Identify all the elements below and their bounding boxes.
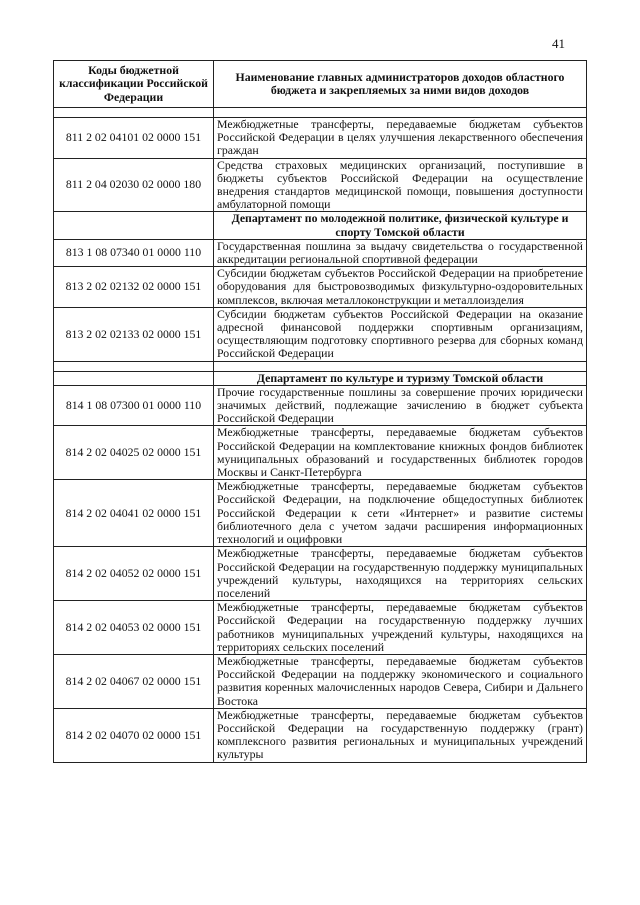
table-row [54,480,587,547]
header-code: Коды бюджетной классификации Российской Федерации [54,61,214,108]
row-name: Межбюджетные трансферты, передаваемые бюджетам субъектов Российской Федерации на государственную поддержку (грант) комплексного развития региональных и муниципальных учреждений культуры [214,708,587,762]
row-name: Межбюджетные трансферты, передаваемые бюджетам субъектов Российской Федерации на комплектование книжных фондов библиотек муниципальных образований и государственных библиотек городов Москвы и Санкт-Петербурга [214,426,587,480]
department-row [54,371,587,385]
header-name: Наименование главных администраторов доходов областного бюджета и закрепляемых за ними видов доходов [214,61,587,108]
row-name: Субсидии бюджетам субъектов Российской Федерации на приобретение оборудования для быстровозводимых физкультурно-оздоровительных комплексов, включая металлоконструкции и металлоизделия [214,267,587,308]
row-code: 813 2 02 02132 02 0000 151 [54,267,214,308]
row-code: 813 2 02 02133 02 0000 151 [54,307,214,361]
table-row [54,307,587,361]
row-name: Межбюджетные трансферты, передаваемые бюджетам субъектов Российской Федерации, на подключение общедоступных библиотек Российской Федерации к сети «Интернет» и развитие системы библиотечного дела с учетом задачи расширения информационных технологий и оцифровки [214,480,587,547]
row-code: 814 2 02 04052 02 0000 151 [54,547,214,601]
row-code: 814 2 02 04041 02 0000 151 [54,480,214,547]
row-name: Прочие государственные пошлины за совершение прочих юридически значимых действий, подлежащие зачислению в бюджет субъекта Российской Федерации [214,385,587,426]
row-name: Межбюджетные трансферты, передаваемые бюджетам субъектов Российской Федерации на поддержку экономического и социального развития коренных малочисленных народов Севера, Сибири и Дальнего Востока [214,654,587,708]
row-name: Государственная пошлина за выдачу свидетельства о государственной аккредитации региональной спортивной федерации [214,239,587,266]
table-row [54,654,587,708]
table-row [54,547,587,601]
table-header-row [54,61,587,108]
table-spacer-row [54,108,587,118]
table-row [54,118,587,159]
row-code: 811 2 02 04101 02 0000 151 [54,118,214,159]
row-code: 813 1 08 07340 01 0000 110 [54,239,214,266]
row-name: Субсидии бюджетам субъектов Российской Федерации на оказание адресной финансовой поддержки спортивным организациям, осуществляющим подготовку спортивного резерва для сборных команд Российской Федерации [214,307,587,361]
table-row [54,158,587,212]
page-number: 41 [552,36,565,51]
table-row [54,385,587,426]
table-spacer-row [54,361,587,371]
row-name: Межбюджетные трансферты, передаваемые бюджетам субъектов Российской Федерации в целях улучшения лекарственного обеспечения граждан [214,118,587,159]
department-row [54,212,587,239]
department-name: Департамент по молодежной политике, физической культуре и спорту Томской области [214,212,587,239]
row-code: 814 2 02 04070 02 0000 151 [54,708,214,762]
department-code-empty [54,371,214,385]
table-row [54,426,587,480]
department-name: Департамент по культуре и туризму Томской области [214,371,587,385]
row-name: Средства страховых медицинских организаций, поступившие в бюджеты субъектов Российской Федерации на осуществление внедрения стандартов медицинской помощи, повышения доступности амбулаторной помощи [214,158,587,212]
row-code: 814 2 02 04053 02 0000 151 [54,601,214,655]
budget-codes-table [53,60,587,763]
row-code: 811 2 04 02030 02 0000 180 [54,158,214,212]
row-name: Межбюджетные трансферты, передаваемые бюджетам субъектов Российской Федерации на государственную поддержку лучших работников муниципальных учреждений культуры, находящихся на территориях сельских поселений [214,601,587,655]
row-name: Межбюджетные трансферты, передаваемые бюджетам субъектов Российской Федерации на государственную поддержку муниципальных учреждений культуры, находящихся на территориях сельских поселений [214,547,587,601]
row-code: 814 2 02 04067 02 0000 151 [54,654,214,708]
table-row [54,239,587,266]
table-row [54,708,587,762]
department-code-empty [54,212,214,239]
row-code: 814 1 08 07300 01 0000 110 [54,385,214,426]
row-code: 814 2 02 04025 02 0000 151 [54,426,214,480]
table-row [54,601,587,655]
table-row [54,267,587,308]
